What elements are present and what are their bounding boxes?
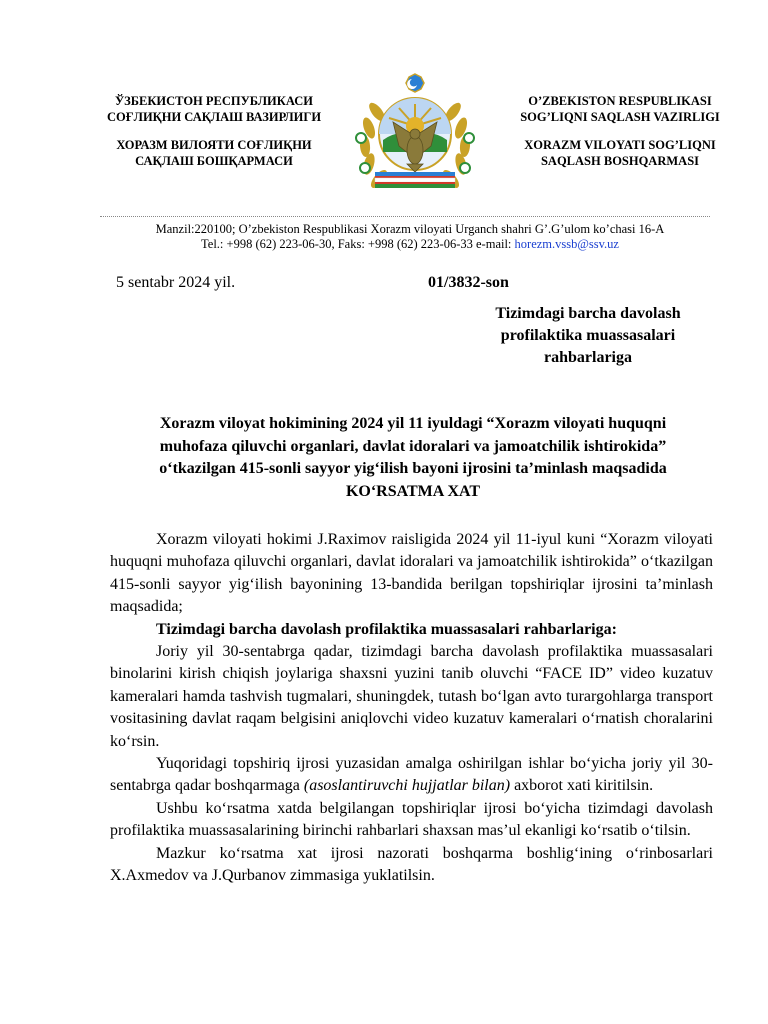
- recipient-block: [470, 303, 706, 369]
- document-number: 01/3832-son: [428, 274, 509, 291]
- org-name-latin-ministry: [500, 93, 740, 125]
- org-line: XORAZM VILOYATI SOG’LIQNI: [524, 138, 716, 152]
- recipient-line: Tizimdagi barcha davolash: [495, 305, 681, 322]
- title-line: o‘tkazilgan 415-sonli sayyor yig‘ilish bayoni ijrosini ta’minlash maqsadida: [159, 460, 667, 477]
- title-line: muhofaza qiluvchi organlari, davlat idoralari va jamoatchilik ishtirokida”: [159, 437, 667, 455]
- org-name-latin-department: [500, 137, 740, 169]
- body-paragraph: Mazkur ko‘rsatma xat ijrosi nazorati boshqarma boshlig‘ining o‘rinbosarlari X.Axmedov va J.Qurbanov zimmasiga yuklatilsin.: [110, 844, 713, 885]
- body-paragraph: [110, 753, 713, 798]
- document-body: [110, 529, 713, 888]
- org-line: O’ZBEKISTON RESPUBLIKASI: [528, 94, 712, 108]
- org-line: ЎЗБЕКИСТОН РЕСПУБЛИКАСИ: [114, 94, 314, 108]
- body-paragraph-addressee: Tizimdagi barcha davolash profilaktika muassasalari rahbarlariga:: [156, 620, 617, 638]
- org-name-cyrillic-department: [78, 137, 350, 169]
- body-paragraph: Ushbu ko‘rsatma xatda belgilangan topshiriqlar ijrosi bo‘yicha tizimdagi davolash profilaktika muassasalarining birinchi rahbarlari shaxsan mas’ul ekanligi ko‘rsatib o‘tilsin.: [110, 799, 713, 840]
- title-line: KO‘RSATMA XAT: [345, 482, 481, 500]
- recipient-line: profilaktika muassasalari: [500, 327, 676, 344]
- uzbekistan-state-emblem-icon: [349, 68, 481, 200]
- body-paragraph: Xorazm viloyati hokimi J.Raximov raisligida 2024 yil 11-iyul kuni “Xorazm viloyati huquqni muhofaza qiluvchi organlari, davlat idoralari va jamoatchilik ishtirokida” o‘tkazilgan 415-sonli sayyor yig‘ilish bayonining 13-bandida berilgan topshiriqlar ijrosini ta’minlash maqsadida;: [110, 531, 713, 616]
- body-text: Yuqoridagi topshiriq ijrosi yuzasidan amalga oshirilgan ishlar bo‘yicha joriy yil 30-sentabrga qadar boshqarmaga: [110, 755, 713, 795]
- document-date: 5 sentabr 2024 yil.: [116, 274, 236, 291]
- org-line: ХОРАЗМ ВИЛОЯТИ СОҒЛИҚНИ: [116, 138, 312, 152]
- header-divider: [100, 216, 710, 217]
- recipient-line: rahbarlariga: [544, 349, 632, 366]
- body-text-italic: (asoslantiruvchi hujjatlar bilan): [303, 777, 511, 795]
- body-paragraph: Joriy yil 30-sentabrga qadar, tizimdagi barcha davolash profilaktika muassasalari binolarini kirish chiqish joylariga shaxsni yuzini tanib oluvchi “FACE ID” video kuzatuv kameralari hamda tashvish tugmalari, shuningdek, tutash bo‘lgan avto turargohlarga transport vositasining davlat raqam belgisini aniqlovchi video kuzatuv kameralari o‘rnatish choralarini ko‘rsin.: [110, 643, 713, 750]
- contact-line: [60, 237, 760, 252]
- document-title: [108, 413, 718, 503]
- title-line: Xorazm viloyat hokimining 2024 yil 11 iyuldagi “Xorazm viloyati huquqni: [159, 415, 667, 432]
- email-link[interactable]: horezm.vssb@ssv.uz: [514, 237, 619, 251]
- org-line: SOG’LIQNI SAQLASH VAZIRLIGI: [520, 110, 720, 124]
- address-line: Manzil:220100; O’zbekiston Respublikasi Xorazm viloyati Urganch shahri G’.G’ulom ko’chasi 16-A: [155, 222, 665, 236]
- org-line: САҚЛАШ БОШҚАРМАСИ: [135, 154, 293, 168]
- org-line: SAQLASH BOSHQARMASI: [540, 154, 700, 168]
- org-name-cyrillic-ministry: [78, 93, 350, 125]
- contact-text: Tel.: +998 (62) 223-06-30, Faks: +998 (62) 223-06-33 e-mail:: [201, 237, 515, 251]
- body-text: axborot xati kiritilsin.: [510, 777, 654, 795]
- org-line: СОҒЛИҚНИ САҚЛАШ ВАЗИРЛИГИ: [106, 110, 322, 124]
